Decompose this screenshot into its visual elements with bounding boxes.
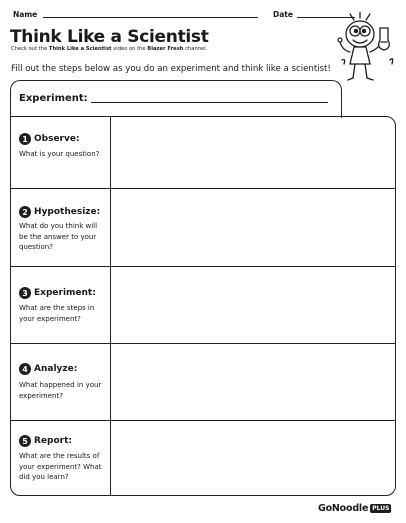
name-field[interactable] bbox=[43, 17, 258, 18]
worksheet-title: Think Like a Scientist bbox=[10, 27, 209, 47]
gonoodle-plus-logo bbox=[318, 503, 391, 514]
channel-name: Blazer Fresh bbox=[147, 46, 184, 52]
step-heading bbox=[19, 363, 77, 375]
step-heading bbox=[19, 435, 72, 447]
step-heading bbox=[19, 287, 96, 299]
experiment-name-field[interactable] bbox=[91, 102, 328, 103]
step-title: Hypothesize: bbox=[34, 207, 101, 217]
step-number-badge: 4 bbox=[19, 363, 31, 375]
column-divider bbox=[110, 117, 111, 188]
step-row-analyze bbox=[11, 344, 395, 421]
name-label: Name bbox=[13, 10, 38, 19]
step-number-badge: 1 bbox=[19, 133, 31, 145]
scientist-mascot-icon bbox=[336, 12, 398, 88]
logo-wordmark: GoNoodle bbox=[318, 503, 369, 514]
column-divider bbox=[110, 421, 111, 496]
step-row-observe bbox=[11, 117, 395, 189]
step-prompt: What are the steps in your experiment? bbox=[19, 304, 95, 323]
step-row-report bbox=[11, 421, 395, 496]
step-title: Analyze: bbox=[34, 364, 78, 374]
step-number-badge: 3 bbox=[19, 287, 31, 299]
worksheet-subtitle bbox=[11, 46, 207, 52]
step-heading bbox=[19, 206, 100, 218]
subtitle-prefix: Check out the bbox=[11, 46, 49, 52]
date-label: Date bbox=[273, 10, 293, 19]
steps-table bbox=[10, 116, 396, 496]
step-title: Observe: bbox=[34, 134, 80, 144]
step-prompt: What is your question? bbox=[19, 150, 100, 158]
step-row-hypothesize bbox=[11, 189, 395, 267]
step-number-badge: 5 bbox=[19, 435, 31, 447]
instruction-text: Fill out the steps below as you do an experiment and think like a scientist! bbox=[11, 64, 331, 74]
column-divider bbox=[110, 189, 111, 266]
plus-badge: PLUS bbox=[372, 505, 390, 512]
step-prompt: What do you think will be the answer to your question? bbox=[19, 222, 98, 251]
experiment-label: Experiment: bbox=[19, 93, 88, 104]
video-name: Think Like a Scientist bbox=[48, 46, 112, 52]
step-number-badge: 2 bbox=[19, 206, 31, 218]
step-title: Report: bbox=[34, 436, 72, 446]
step-row-experiment bbox=[11, 267, 395, 344]
column-divider bbox=[110, 267, 111, 343]
step-prompt: What happened in your experiment? bbox=[19, 381, 102, 400]
subtitle-middle: video on the bbox=[111, 46, 148, 52]
step-heading bbox=[19, 133, 80, 145]
subtitle-suffix: channel. bbox=[183, 46, 208, 52]
step-title: Experiment: bbox=[34, 288, 96, 298]
step-prompt: What are the results of your experiment? What did you learn? bbox=[19, 452, 102, 481]
column-divider bbox=[110, 344, 111, 420]
